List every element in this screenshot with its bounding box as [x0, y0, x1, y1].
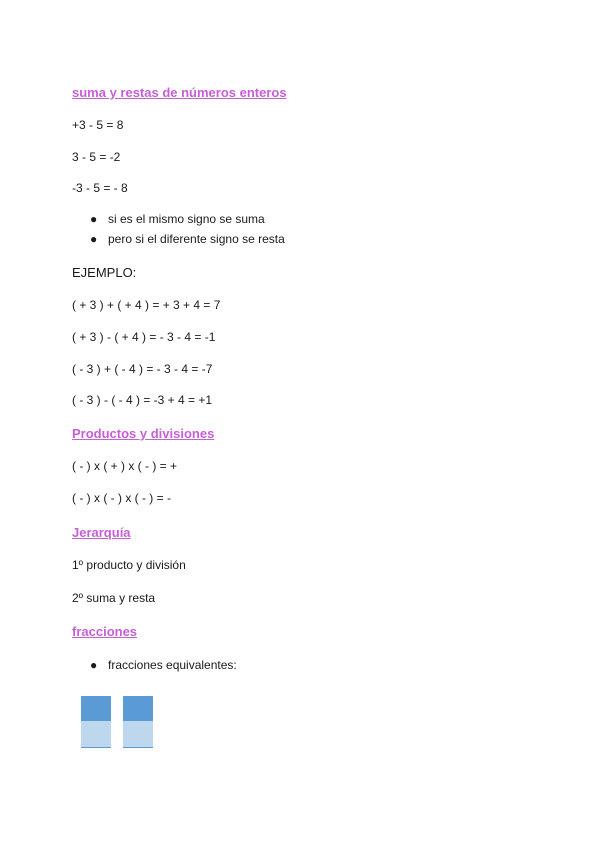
sign-rule-item	[90, 232, 285, 246]
hierarchy-heading: Jerarquía	[72, 525, 131, 540]
sum-line: 3 - 5 = -2	[72, 150, 121, 164]
hierarchy-item: 1º producto y división	[72, 558, 186, 572]
bullet-icon: ●	[90, 658, 98, 672]
sum-heading: suma y restas de números enteros	[72, 85, 287, 100]
sum-line: -3 - 5 = - 8	[72, 181, 128, 195]
fraction-edge	[123, 747, 153, 748]
example-line: ( + 3 ) - ( + 4 ) = - 3 - 4 = -1	[72, 330, 216, 344]
product-rule: ( - ) x ( + ) x ( - ) = +	[72, 459, 177, 473]
sum-line: +3 - 5 = 8	[72, 118, 124, 132]
fraction-empty-part	[123, 721, 153, 747]
sign-rule-text: pero si el diferente signo se resta	[108, 232, 285, 246]
fraction-bullet-item	[90, 658, 237, 672]
example-label: EJEMPLO:	[72, 265, 137, 280]
sign-rule-text: si es el mismo signo se suma	[108, 212, 265, 226]
sign-rule-item	[90, 212, 265, 226]
bullet-icon: ●	[90, 232, 98, 246]
bullet-icon: ●	[90, 212, 98, 226]
example-line: ( - 3 ) + ( - 4 ) = - 3 - 4 = -7	[72, 362, 213, 376]
hierarchy-item: 2º suma y resta	[72, 591, 156, 605]
fraction-filled-part	[81, 696, 111, 721]
fraction-bar-two-quarters	[123, 696, 153, 748]
fractions-heading: fracciones	[72, 624, 138, 639]
fraction-filled-part	[123, 696, 153, 721]
products-heading: Productos y divisiones	[72, 426, 215, 441]
example-line: ( + 3 ) + ( + 4 ) = + 3 + 4 = 7	[72, 298, 221, 312]
product-rule: ( - ) x ( - ) x ( - ) = -	[72, 491, 171, 505]
fraction-bullet-text: fracciones equivalentes:	[108, 658, 237, 672]
example-line: ( - 3 ) - ( - 4 ) = -3 + 4 = +1	[72, 393, 213, 407]
fraction-edge	[81, 747, 111, 748]
fraction-bar-one-half	[81, 696, 111, 748]
fraction-empty-part	[81, 721, 111, 747]
